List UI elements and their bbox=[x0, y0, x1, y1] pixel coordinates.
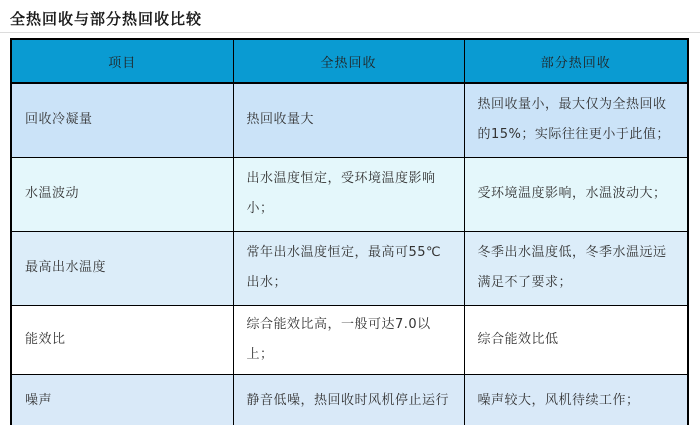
cell-partial: 综合能效比低 bbox=[464, 305, 688, 374]
cell-item: 噪声 bbox=[11, 374, 233, 425]
cell-item: 水温波动 bbox=[11, 157, 233, 231]
cell-full: 出水温度恒定，受环境温度影响小； bbox=[233, 157, 464, 231]
title-underline bbox=[0, 32, 700, 33]
cell-partial: 噪声较大，风机待续工作； bbox=[464, 374, 688, 425]
table-row bbox=[11, 305, 688, 374]
cell-full: 常年出水温度恒定，最高可55℃出水； bbox=[233, 231, 464, 305]
cell-full: 静音低噪，热回收时风机停止运行 bbox=[233, 374, 464, 425]
cell-partial: 冬季出水温度低，冬季水温远远满足不了要求； bbox=[464, 231, 688, 305]
cell-item: 回收冷凝量 bbox=[11, 83, 233, 157]
table-row bbox=[11, 157, 688, 231]
page-title: 全热回收与部分热回收比较 bbox=[10, 10, 203, 28]
cell-partial: 受环境温度影响，水温波动大； bbox=[464, 157, 688, 231]
cell-full: 综合能效比高，一般可达7.0以上； bbox=[233, 305, 464, 374]
table-row bbox=[11, 231, 688, 305]
header-row bbox=[11, 39, 688, 83]
comparison-table bbox=[10, 38, 689, 425]
header-cell-partial-recovery: 部分热回收 bbox=[464, 39, 688, 83]
cell-full: 热回收量大 bbox=[233, 83, 464, 157]
table-row bbox=[11, 374, 688, 425]
cell-item: 能效比 bbox=[11, 305, 233, 374]
table-row bbox=[11, 83, 688, 157]
header-cell-item: 项目 bbox=[11, 39, 233, 83]
cell-partial: 热回收量小，最大仅为全热回收的15%；实际往往更小于此值； bbox=[464, 83, 688, 157]
cell-item: 最高出水温度 bbox=[11, 231, 233, 305]
header-cell-full-recovery: 全热回收 bbox=[233, 39, 464, 83]
